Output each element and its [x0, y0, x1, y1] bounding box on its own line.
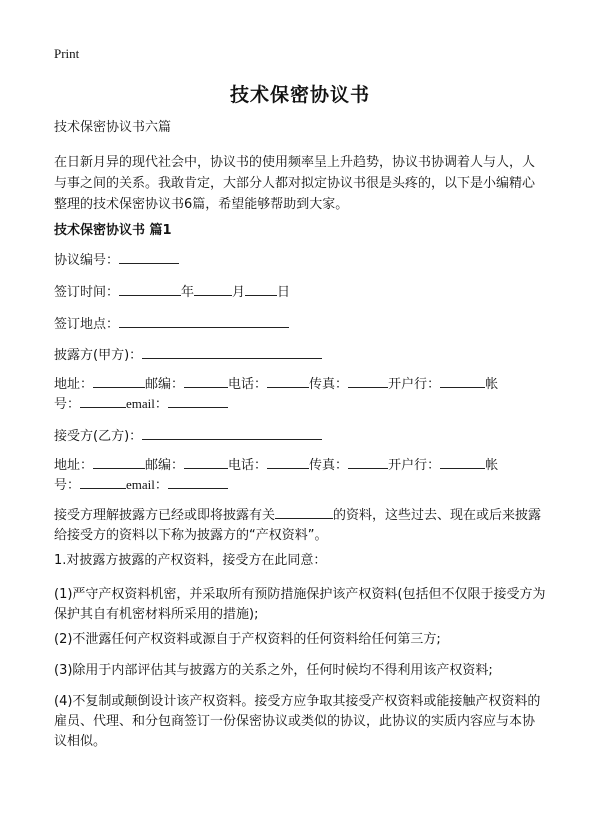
receiver-fax-label: 传真： [309, 458, 349, 473]
receiver-postcode-blank [184, 454, 228, 469]
sign-place-label: 签订地点： [54, 317, 120, 332]
month-blank [194, 281, 232, 296]
discloser-address-label: 地址： [54, 377, 94, 392]
intro-paragraph: 在日新月异的现代社会中，协议书的使用频率呈上升趋势，协议书协调着人与人，人与事之间的关系。我敢肯定，大部分人都对拟定协议书很是头疼的，以下是小编精心整理的技术保密协议书6篇，希望能够帮助到大家。 [54, 155, 536, 212]
day-label: 日 [277, 285, 291, 300]
receiver-address-blank [93, 454, 145, 469]
receiver-fax-blank [348, 454, 388, 469]
receiver-label: 接受方(乙方)： [54, 429, 143, 444]
discloser-email-blank [168, 393, 228, 408]
discloser-bank-label: 开户行： [388, 377, 441, 392]
receiver-address-label: 地址： [54, 458, 94, 473]
clause-1: 1.对披露方披露的产权资料，接受方在此同意： [54, 553, 327, 568]
discloser-blank [142, 344, 322, 359]
receiver-contact-line-2 [54, 474, 228, 497]
understanding-text-2: 的资料，这些过去、现在或后来披露给接受方的资料以下称为披露方的“产权资料”。 [54, 508, 542, 543]
year-label: 年 [181, 285, 195, 300]
receiver-postcode-label: 邮编： [145, 458, 185, 473]
document-title: 技术保密协议书 [229, 84, 370, 106]
agreement-number-row [54, 249, 179, 272]
receiver-account-blank [80, 474, 126, 489]
receiver-account-label-b: 号： [54, 478, 81, 493]
discloser-address-blank [93, 373, 145, 388]
discloser-contact-line-2 [54, 393, 228, 416]
receiver-bank-label: 开户行： [388, 458, 441, 473]
receiver-account-label-a: 帐 [485, 458, 499, 473]
discloser-phone-label: 电话： [228, 377, 268, 392]
receiver-email-blank [168, 474, 228, 489]
discloser-fax-label: 传真： [309, 377, 349, 392]
receiver-email-label: email： [126, 477, 168, 492]
clause-item-4: (4)不复制或颠倒设计该产权资料。接受方应争取其接受产权资料或能接触产权资料的雇员、代理、和分包商签订一份保密协议或类似的协议，此协议的实质内容应与本协议相似。 [54, 694, 541, 749]
discloser-postcode-label: 邮编： [145, 377, 185, 392]
discloser-account-label-a: 帐 [485, 377, 499, 392]
understanding-paragraph [54, 504, 546, 546]
discloser-account-label-b: 号： [54, 397, 81, 412]
clause-item-2: (2)不泄露任何产权资料或源自于产权资料的任何资料给任何第三方; [54, 632, 441, 647]
month-label: 月 [232, 285, 246, 300]
sign-place-row [54, 313, 289, 336]
understanding-text-1: 接受方理解披露方已经或即将披露有关 [54, 508, 276, 523]
year-blank [119, 281, 181, 296]
clause-item-3: (3)除用于内部评估其与披露方的关系之外，任何时候均不得利用该产权资料; [54, 663, 493, 678]
discloser-phone-blank [267, 373, 309, 388]
discloser-label: 披露方(甲方)： [54, 348, 143, 363]
day-blank [245, 281, 277, 296]
understanding-blank [275, 504, 333, 519]
discloser-postcode-blank [184, 373, 228, 388]
sign-time-label: 签订时间： [54, 285, 120, 300]
receiver-phone-blank [267, 454, 309, 469]
receiver-row [54, 425, 322, 448]
discloser-fax-blank [348, 373, 388, 388]
receiver-phone-label: 电话： [228, 458, 268, 473]
discloser-email-label: email： [126, 396, 168, 411]
section-heading: 技术保密协议书 篇1 [54, 223, 172, 238]
document-subtitle: 技术保密协议书六篇 [54, 120, 172, 135]
sign-time-row [54, 281, 290, 304]
discloser-row [54, 344, 322, 367]
clause-item-1: (1)严守产权资料机密，并采取所有预防措施保护该产权资料(包括但不仅限于接受方为保护其自有机密材料所采用的措施); [54, 587, 546, 622]
discloser-bank-blank [440, 373, 485, 388]
print-link[interactable]: Print [54, 46, 80, 61]
receiver-bank-blank [440, 454, 485, 469]
agreement-number-label: 协议编号： [54, 253, 120, 268]
discloser-account-blank [80, 393, 126, 408]
sign-place-blank [119, 313, 289, 328]
receiver-blank [142, 425, 322, 440]
agreement-number-blank [119, 249, 179, 264]
